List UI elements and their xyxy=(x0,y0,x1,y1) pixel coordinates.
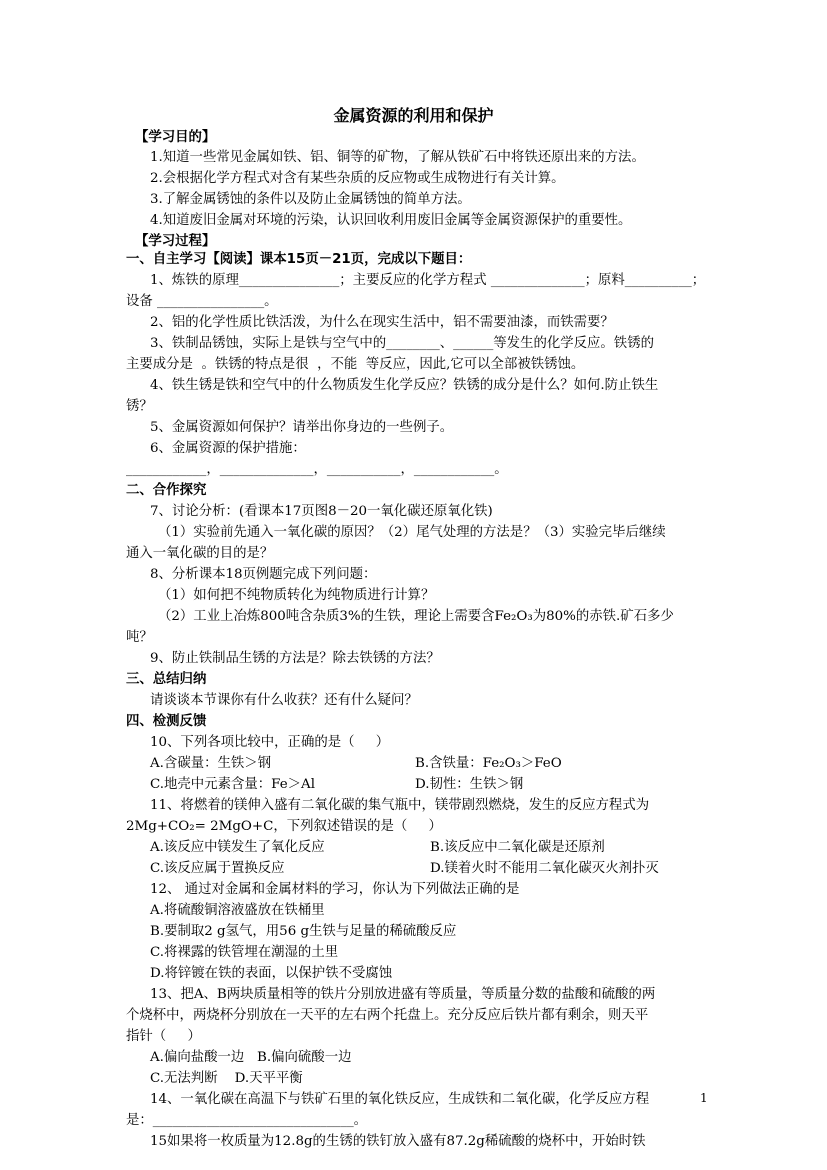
text-line: 8、分析课本18页例题完成下列问题： xyxy=(150,567,377,582)
option-text: B.含铁量：Fe₂O₃＞FeO xyxy=(415,756,562,771)
text-line: 5、金属资源如何保护？请举出你身边的一些例子。 xyxy=(150,420,454,435)
text-line: 1、炼铁的原理_______________；主要反应的化学方程式 ______________；原料__________； xyxy=(150,273,706,288)
text-line: （1）如何把不纯物质转化为纯物质进行计算？ xyxy=(158,588,435,603)
text-line: 通入一氧化碳的目的是？ xyxy=(126,546,274,561)
text-line: 6、金属资源的保护措施： xyxy=(150,441,306,456)
text-line: 吨？ xyxy=(126,630,153,645)
text-line: 指针（ ） xyxy=(126,1029,201,1044)
option-text: D.镁着火时不能用二氧化碳灭火剂扑灭 xyxy=(430,861,659,876)
text-line: 7、讨论分析：(看课本17页图8－20一氧化碳还原氧化铁) xyxy=(150,504,493,519)
text-line: 请谈谈本节课你有什么收获？还有什么疑问？ xyxy=(150,693,418,708)
section-heading: 【学习过程】 xyxy=(135,234,216,249)
text-line: 1.知道一些常见金属如铁、铝、铜等的矿物，了解从铁矿石中将铁还原出来的方法。 xyxy=(150,150,645,165)
text-line: C.无法判断 D.天平平衡 xyxy=(150,1071,303,1086)
text-line: 3、铁制品锈蚀，实际上是铁与空气中的________、______等发生的化学反应。铁锈的 xyxy=(150,336,654,351)
text-line: 13、把A、B两块质量相等的铁片分别放进盛有等质量，等质量分数的盐酸和硫酸的两 xyxy=(150,987,656,1002)
text-line: B.要制取2 g氢气，用56 g生铁与足量的稀硫酸反应 xyxy=(150,924,457,939)
text-line: 15如果将一枚质量为12.8g的生锈的铁钉放入盛有87.2g稀硫酸的烧杯中，开始时铁 xyxy=(150,1134,646,1149)
text-line: 2.会根据化学方程式对含有某些杂质的反应物或生成物进行有关计算。 xyxy=(150,171,565,186)
text-line: 3.了解金属锈蚀的条件以及防止金属锈蚀的简单方法。 xyxy=(150,192,471,207)
text-line: 10、下列各项比较中，正确的是（ ） xyxy=(150,735,390,750)
text-line: 2Mg+CO₂= 2MgO+C，下列叙述错误的是（ ） xyxy=(126,819,442,834)
option-text: B.该反应中二氧化碳是还原剂 xyxy=(430,840,605,855)
text-line: ____________，______________，___________，____________。 xyxy=(126,462,508,477)
option-text: D.韧性：生铁＞钢 xyxy=(415,777,524,792)
page-title: 金属资源的利用和保护 xyxy=(333,106,494,125)
text-line: D.将锌镀在铁的表面，以保护铁不受腐蚀 xyxy=(150,966,393,981)
text-line: 4、铁生锈是铁和空气中的什么物质发生化学反应？铁锈的成分是什么？如何.防止铁生 xyxy=(150,378,659,393)
text-line: A.该反应中镁发生了氧化反应 xyxy=(150,840,325,855)
section-heading: 二、合作探究 xyxy=(126,483,207,498)
text-line: 2、铝的化学性质比铁活泼，为什么在现实生活中，铝不需要油漆，而铁需要？ xyxy=(150,315,614,330)
text-line: C.将裸露的铁管埋在潮湿的土里 xyxy=(150,945,339,960)
section-heading: 三、总结归纳 xyxy=(126,672,207,687)
text-line: （1）实验前先通入一氧化碳的原因？（2）尾气处理的方法是？（3）实验完毕后继续 xyxy=(158,525,666,540)
text-line: 主要成分是 。铁锈的特点是很 ，不能 等反应，因此,它可以全部被铁锈蚀。 xyxy=(126,357,585,372)
page-number: 1 xyxy=(700,1091,708,1105)
text-line: 12、 通过对金属和金属材料的学习，你认为下列做法正确的是 xyxy=(150,882,520,897)
text-line: （2）工业上冶炼800吨含杂质3%的生铁，理论上需要含Fe₂O₃为80%的赤铁.矿石多少 xyxy=(158,609,674,624)
section-heading: 【学习目的】 xyxy=(135,130,216,145)
text-line: 是：______________________________。 xyxy=(126,1113,368,1128)
section-heading: 一、自主学习【阅读】课本15页－21页，完成以下题目： xyxy=(126,252,472,267)
text-line: 11、将燃着的镁伸入盛有二氧化碳的集气瓶中，镁带剧烈燃烧，发生的反应方程式为 xyxy=(150,798,650,813)
text-line: A.含碳量：生铁＞钢 xyxy=(150,756,272,771)
text-line: 设备 ________________。 xyxy=(126,294,278,309)
text-line: 14、一氧化碳在高温下与铁矿石里的氧化铁反应，生成铁和二氧化碳，化学反应方程 xyxy=(150,1092,650,1107)
text-line: A.偏向盐酸一边 B.偏向硫酸一边 xyxy=(150,1050,352,1065)
text-line: 锈？ xyxy=(126,399,153,414)
text-line: A.将硫酸铜溶液盛放在铁桶里 xyxy=(150,903,325,918)
section-heading: 四、检测反馈 xyxy=(126,714,207,729)
text-line: C.该反应属于置换反应 xyxy=(150,861,285,876)
text-line: 个烧杯中，两烧杯分别放在一天平的左右两个托盘上。充分反应后铁片都有剩余，则天平 xyxy=(126,1008,649,1023)
text-line: C.地壳中元素含量：Fe＞Al xyxy=(150,777,315,792)
text-line: 4.知道废旧金属对环境的污染，认识回收利用废旧金属等金属资源保护的重要性。 xyxy=(150,213,632,228)
text-line: 9、防止铁制品生锈的方法是？除去铁锈的方法？ xyxy=(150,651,440,666)
